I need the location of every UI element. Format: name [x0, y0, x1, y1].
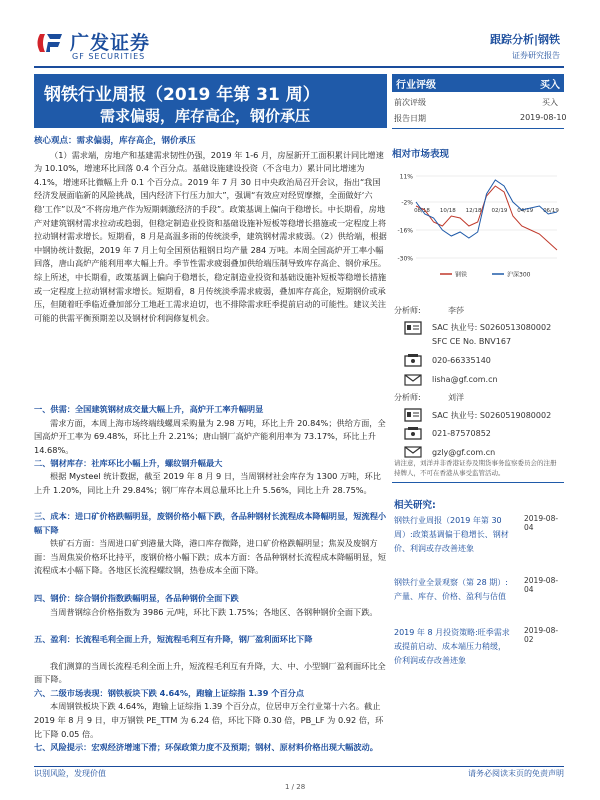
- related-item-link[interactable]: 钢铁行业周报（2019 年第 30 周）:政策基调偏于稳增长、钢材价、利润或存改善迹象: [394, 516, 509, 553]
- y-tick-label: -16%: [397, 227, 413, 235]
- section-heading: 七、风险提示：宏观经济增速下滑；环保政策力度不及预期；钢材、原材料价格出现大幅波动。: [34, 742, 378, 753]
- core-view: [34, 135, 387, 407]
- related-title: 相关研究:: [394, 500, 436, 511]
- report-date-label: 报告日期: [394, 114, 426, 123]
- analyst-email: lisha@gf.com.cn: [432, 375, 498, 384]
- section-body: 本周钢铁板块下跌 4.64%，跑输上证综指 1.39 个百分点，位居申万全行业第十六名。截止 2019 年 8 月 9 日，申万钢铁 PE_TTM 为 6.24 倍，环比下降 0.30 倍，PB_LF 为 0.92 倍，环比下降 0.05 倍。: [34, 701, 384, 739]
- analyst-label: 分析师:: [394, 306, 421, 315]
- analyst-name: 李莎: [448, 306, 464, 315]
- prev-rating-value: 买入: [542, 98, 558, 107]
- related-item-date: 2019-08-04: [524, 514, 559, 532]
- rating-divider: [392, 128, 564, 129]
- section-body: 铁矿石方面：当周进口矿到港量大降，港口库存微降，进口矿价格跌幅明显；焦炭及废钢方面：当周焦炭价格环比持平，废钢价格小幅下跌；成本方面：各品种钢材长流程成本降幅明显，短流程成本小幅下降。各地区长流程螺纹钢，热卷成本全面下降。: [34, 538, 387, 576]
- y-tick-label: -2%: [401, 199, 413, 207]
- rating-value: 买入: [540, 80, 560, 91]
- chart-title: 相对市场表现: [392, 149, 450, 160]
- x-tick-label: 02/19: [491, 208, 508, 214]
- section-body: 当周普钢综合价格指数为 3986 元/吨，环比下跌 1.75%；各地区、各钢种钢价全面下跌。: [50, 606, 378, 617]
- related-item-link[interactable]: 2019 年 8 月投资策略:旺季需求或提前启动、成本端压力稍缓，价利润或存改善迹象: [394, 628, 510, 665]
- related-item-date: 2019-08-02: [524, 626, 559, 644]
- report-subtitle: 需求偏弱，库存高企，钢价承压: [100, 107, 311, 125]
- phone-icon: [404, 353, 422, 367]
- report-date-value: 2019-08-10: [520, 113, 567, 122]
- related-item-link[interactable]: 钢铁行业全景观察（第 28 期）:产量、库存、价格、盈利与估值: [394, 578, 508, 601]
- section-body: 需求方面，本周上海市场终端线螺周采购量为 2.98 万吨，环比上升 20.84%；供给方面，全国高炉开工率为 69.48%，环比上升 2.21%；唐山钢厂高炉产能利用率为 73.17%，环比上升 14.68%。: [34, 417, 386, 455]
- brand-name: 广发证券: [70, 32, 151, 54]
- y-tick-label: 11%: [399, 173, 413, 181]
- section-heading: 六、二级市场表现：钢铁板块下跌 4.64%，跑输上证综指 1.39 个百分点: [34, 687, 305, 698]
- x-tick-label: 04/19: [517, 208, 534, 214]
- report-title: 钢铁行业周报（2019 年第 31 周）: [44, 85, 320, 105]
- prev-rating-label: 前次评级: [394, 98, 426, 107]
- email-icon: [404, 373, 422, 387]
- core-view-heading: 核心观点：需求偏弱，库存高企，钢价承压: [34, 136, 196, 146]
- x-tick-label: 12/18: [465, 208, 482, 214]
- analyst-name: 刘洋: [448, 393, 464, 402]
- core-view-paragraph: （1）需求端，房地产和基建需求韧性仍强，2019 年 1-6 月，房屋新开工面积累计同比增速为 10.10%，增速环比回落 0.4 个百分点。基础设施建设投资（不含电力）累计同比增速为 4.1%，增速环比微幅上升 0.1 个百分点。2019 年 7 月 30 日中央政治局召开会议，指出“我国经济发展面临新的风险挑战，国内经济下行压力加大”，强调“有效应对经贸摩擦，全面做好‘六稳’工作”以及“不将房地产作为短期刺激经济的手段”。政策基调上偏向于稳增长。中长期看，房地产对建筑钢材需求拉动或趋弱，但稳定制造业投资和基础设施补短板等稳增长措施或一定程度上将拉动钢材需求增长。短期看，8 月是高温多雨的传统淡季，建筑钢材需求疲弱。（2）供给端，根据中钢协统计数据，2019 年 7 月上旬全国预估粗钢日均产量 284 万吨。本周全国高炉开工率小幅回落，唐山高炉产能利用率大幅上升。季节性需求疲弱叠加供给端压制导致库存高企、钢价承压。综上所述，中长期看，政策基调上偏向于稳增长，稳定制造业投资和基础设施补短板等稳增长措施或一定程度上拉动钢材需求增长。短期看，8 月传统淡季需求疲弱，叠加库存高企，短期钢价或承压，但随着旺季临近叠加部分工地赶工需求迫切，也不排除需求旺季提前启动的可能性。建议关注可能的供需平衡预期差以及钢材价利润修复机会。: [34, 149, 387, 323]
- id-card-icon: [404, 321, 422, 335]
- footer-divider: [34, 766, 564, 767]
- header-divider: [34, 66, 564, 68]
- id-card-icon: [404, 408, 422, 422]
- section-heading: 二、钢材库存：社库环比小幅上升，螺纹钢升幅最大: [34, 457, 223, 468]
- report-kind: 证券研究报告: [512, 51, 560, 60]
- analyst-sac: SAC 执业号: S0260519080002: [432, 411, 552, 420]
- analyst-phone: 020-66335140: [432, 356, 491, 365]
- section-heading: 五、盈利：长流程毛利全面上升，短流程毛利互有升降，钢厂盈利面环比下降: [34, 633, 313, 644]
- rating-label: 行业评级: [396, 80, 436, 91]
- relative-performance-chart: [392, 170, 564, 285]
- analyst-sac: SAC 执业号: S0260513080002: [432, 323, 552, 332]
- analyst-email: gzly@gf.com.cn: [432, 448, 496, 457]
- footer-slogan: 识别风险，发现价值: [34, 769, 106, 778]
- analyst-phone: 021-87570852: [432, 429, 491, 438]
- analyst-sfc: SFC CE No. BNV167: [432, 337, 512, 346]
- disclaimer-note: 请注意，刘洋并非香港证券及期货事务监察委员会的注册持牌人，不可在香港从事受监管活动。: [394, 459, 557, 477]
- brand-name-en: GF SECURITIES: [72, 52, 146, 61]
- phone-icon: [404, 426, 422, 440]
- email-icon: [404, 445, 422, 459]
- gf-logo-icon: [34, 30, 64, 56]
- section-heading: 三、成本：进口矿价格跌幅明显，废钢价格小幅下跌，各品种钢材长流程成本降幅明显，短流程小幅下降: [34, 511, 387, 535]
- rating-header: [392, 74, 564, 92]
- section-body: 根据 Mysteel 统计数据，截至 2019 年 8 月 9 日，当周钢材社会库存为 1300 万吨，环比上升 1.20%，同比上升 29.84%；钢厂库存本周总量环比上升 5.56%，同比上升 28.75%。: [34, 471, 381, 495]
- footer-disclaimer[interactable]: 请务必阅读末页的免责声明: [468, 769, 564, 778]
- page-number: 1 / 28: [285, 783, 306, 791]
- x-tick-label: 08/18: [414, 208, 430, 214]
- x-tick-label: 06/19: [543, 208, 559, 214]
- series-line-1: [416, 180, 557, 238]
- analyst-divider: [392, 482, 564, 483]
- y-tick-label: -30%: [397, 255, 413, 263]
- section-heading: 一、供需：全国建筑钢材成交量大幅上升，高炉开工率升幅明显: [34, 404, 264, 414]
- report-type: 跟踪分析|钢铁: [489, 33, 560, 46]
- legend-label: 沪深300: [507, 271, 531, 279]
- analyst-label: 分析师:: [394, 393, 421, 402]
- section-heading: 四、钢价：综合钢价指数跌幅明显，各品种钢价全面下跌: [34, 593, 239, 604]
- sections: [34, 403, 387, 768]
- section-body: 我们测算的当周长流程毛利全面上升，短流程毛利互有升降，大、中、小型钢厂盈利面环比全面下降。: [34, 660, 386, 685]
- related-item-date: 2019-08-04: [524, 576, 559, 594]
- x-tick-label: 10/18: [439, 208, 456, 214]
- legend-label: 钢铁: [455, 271, 468, 279]
